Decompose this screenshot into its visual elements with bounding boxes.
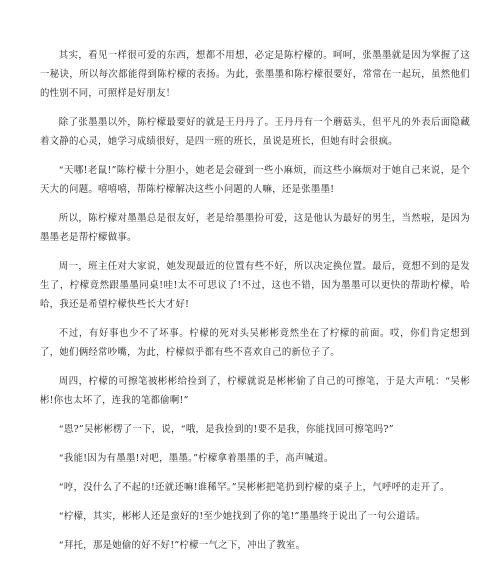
paragraph: “拜托，那是她偷的好不好!”柠檬一气之下，冲出了教室。 <box>58 540 306 551</box>
paragraph: 周四，柠檬的可擦笔被彬彬给捡到了，柠檬就说是彬彬偷了自己的可擦笔，于是大声吼：“吴彬彬!你也太坏了，连我的笔都偷啊!” <box>40 376 470 406</box>
paragraph: “哼，没什么了不起的!还就还嘛!谁稀罕。”吴彬彬把笔扔到柠檬的桌子上，气呼呼的走开了。 <box>58 482 450 493</box>
paragraph: “我能!因为有墨墨!对吧，墨墨。”柠檬拿着墨墨的手，高声喊道。 <box>58 453 334 464</box>
document-body <box>40 46 470 565</box>
paragraph: “恩?”吴彬彬楞了一下，说，“哦，是我捡到的!要不是我，你能找回可擦笔吗?” <box>58 424 394 435</box>
paragraph: “天哪!老鼠!”陈柠檬十分胆小，她老是会碰到一些小麻烦，而这些小麻烦对于她自己来说，是个天大的问题。嘻嘻嘻，帮陈柠檬解决这些小问题的人嘛，还是张墨墨! <box>40 165 470 195</box>
paragraph: “柠檬，其实，彬彬人还是蛮好的!至少她找到了你的笔!”墨墨终于说出了一句公道话。 <box>58 511 426 522</box>
paragraph: 除了张墨墨以外，陈柠檬最要好的就是王丹丹了。王丹丹有一个蘑菇头，但平凡的外表后面隐藏着文静的心灵，她学习成绩很好，是四一班的班长，虽说是班长，但她有时会很疯。 <box>40 117 470 147</box>
paragraph: 所以，陈柠檬对墨墨总是很友好，老是给墨墨扮可爱，这是他认为最好的男生，当然啦，是因为墨墨老是帮柠檬做事。 <box>40 213 470 243</box>
paragraph: 周一，班主任对大家说，她发现最近的位置有些不好，所以决定换位置。最后，竟想不到的是发生了，柠檬竟然跟墨墨同桌!哇!太不可思议了!不过，这也不错，因为墨墨可以更快的帮助柠檬，哈哈，我还是希望柠檬快些长大才好! <box>40 261 470 310</box>
paragraph: 其实，看见一样很可爱的东西，想都不用想，必定是陈柠檬的。呵呵，张墨墨就是因为掌握了这一秘诀，所以每次都能得到陈柠檬的表扬。为此，张墨墨和陈柠檬很要好，常常在一起玩，虽然他们的性别不同，可照样是好朋友！ <box>40 50 470 99</box>
paragraph: 不过，有好事也少不了坏事。柠檬的死对头吴彬彬竟然坐在了柠檬的前面。哎，你们肯定想到了，她们俩经常吵嘴，为此，柠檬似乎都有些不喜欢自己的新位子了。 <box>40 328 470 358</box>
